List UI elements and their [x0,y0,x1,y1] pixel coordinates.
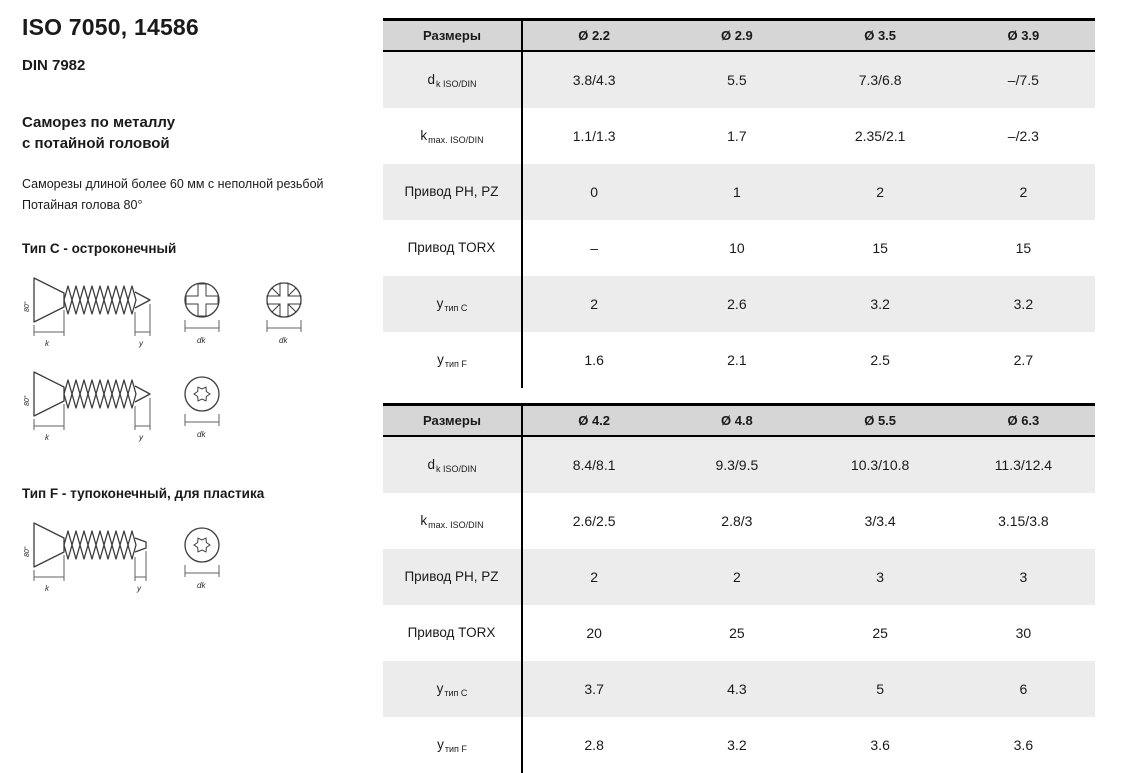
table-row-drive-torx [383,220,1095,276]
spec-cell: 2.1 [727,352,747,368]
spec-cell: 15 [872,240,888,256]
spec-cell: 3.8/4.3 [572,72,616,88]
spec-cell: 25 [729,625,745,641]
type-c-torx-drawing-icon [22,364,357,452]
table-row-drive-torx [383,605,1095,661]
spec-cell: 5 [876,681,885,697]
dim-dk-label: dk [279,336,288,346]
header-dimensions: Размеры [383,405,522,437]
product-heading-line2: с потайной головой [22,135,170,152]
spec-cell: 1 [732,184,741,200]
row-label: $у_{тип C}$ [383,276,522,332]
table-row-y-type-f [383,332,1095,388]
header-dimensions: Размеры [383,20,522,52]
table-row-drive-ph-pz [383,549,1095,605]
spec-cell: 0 [590,184,599,200]
spec-cell: 11.3/12.4 [994,457,1053,473]
spec-cell: 4.3 [727,681,747,697]
spec-cell: 3 [1019,569,1028,585]
spec-cell: 5.5 [727,72,747,88]
row-label: $d_{k ISO/DIN}$ [383,436,522,493]
spec-cell: 3.6 [1013,737,1034,753]
header-diameter: Ø 3.9 [952,20,1095,52]
spec-cell: –/7.5 [1007,72,1039,88]
spec-cell: 3.2 [727,737,747,753]
pozidriv-recess-icon [267,283,301,345]
row-label: $у_{тип F}$ [383,717,522,773]
angle-80-label: 80° [24,546,31,558]
table-row-kmax [383,108,1095,164]
table-row-y-type-f [383,717,1095,773]
spec-cell: 3.6 [870,737,890,753]
type-f-label: Тип F - тупоконечный, для пластика [22,486,265,502]
spec-cell: 7.3/6.8 [858,72,902,88]
spec-cell: 10 [729,240,745,256]
spec-cell: 2.8 [584,737,604,753]
spec-cell: 3.7 [584,681,604,697]
header-diameter: Ø 6.3 [952,405,1095,437]
spec-table-small-diameters [383,18,1095,388]
angle-80-label: 80° [24,301,31,313]
spec-cell: 3.2 [1013,296,1034,312]
table-row-dk [383,436,1095,493]
spec-cell: –/2.3 [1007,128,1039,144]
spec-cell: 25 [872,625,888,641]
table-header-row [383,20,1095,52]
dim-k-label: k [45,584,49,594]
spec-cell: 2 [876,184,885,200]
spec-cell: – [590,240,599,256]
spec-cell: 2.6/2.5 [572,513,616,529]
row-label: $у_{тип C}$ [383,661,522,717]
spec-cell: 2 [732,569,741,585]
product-heading [22,112,365,154]
page-title: ISO 7050, 14586 [22,14,199,40]
table-header-row [383,405,1095,437]
spec-cell: 2.5 [870,352,890,368]
row-label: $у_{тип F}$ [383,332,522,388]
dim-y-label: y [137,584,141,594]
type-c-label: Тип C - остроконечный [22,241,177,257]
table-row-drive-ph-pz [383,164,1095,220]
spec-cell: 3.15/3.8 [998,513,1049,529]
spec-cell: 2 [590,296,599,312]
dim-y-label: y [139,339,143,349]
spec-cell: 2.6 [727,296,747,312]
header-diameter: Ø 2.2 [522,20,665,52]
spec-cell: 9.3/9.5 [715,457,759,473]
angle-80-label: 80° [24,395,31,407]
table-row-y-type-c [383,276,1095,332]
spec-cell: 3/3.4 [864,513,896,529]
row-label: Привод TORX [383,605,522,661]
product-heading-line1: Саморез по металлу [22,114,176,131]
table-row-kmax [383,493,1095,549]
spec-table-large-diameters [383,403,1095,773]
torx-recess-icon [185,377,219,439]
header-diameter: Ø 5.5 [809,405,952,437]
header-diameter: Ø 2.9 [665,20,808,52]
row-label: Привод TORX [383,220,522,276]
phillips-recess-icon [185,283,219,345]
spec-cell: 2 [1019,184,1028,200]
row-label: $k_{max. ISO/DIN}$ [383,493,522,549]
right-panel [383,0,1133,753]
spec-cell: 1.1/1.3 [572,128,616,144]
spec-cell: 30 [1015,625,1032,641]
spec-cell: 3 [876,569,885,585]
dim-k-label: k [45,339,49,349]
dim-y-label: y [139,433,143,443]
table-row-dk [383,51,1095,108]
row-label: Привод PH, PZ [383,549,522,605]
type-f-screw-drawing-icon [22,515,357,607]
spec-cell: 8.4/8.1 [572,457,616,473]
description-line2: Потайная голова 80° [22,197,143,212]
row-label: Привод PH, PZ [383,164,522,220]
description-line1: Саморезы длиной более 60 мм с неполной резьбой [22,177,324,191]
spec-cell: 20 [586,625,602,641]
spec-cell: 1.7 [727,128,747,144]
dim-dk-label: dk [197,430,206,440]
row-label: $d_{k ISO/DIN}$ [383,51,522,108]
left-panel [0,0,383,753]
spec-cell: 2 [590,569,599,585]
spec-cell: 6 [1019,681,1028,697]
page-subtitle: DIN 7982 [22,57,86,74]
row-label: $k_{max. ISO/DIN}$ [383,108,522,164]
header-diameter: Ø 3.5 [809,20,952,52]
spec-cell: 15 [1015,240,1032,256]
product-description [22,174,365,215]
type-c-screw-drawing-icon [22,270,357,358]
spec-cell: 3.2 [870,296,890,312]
spec-cell: 10.3/10.8 [850,457,910,473]
header-diameter: Ø 4.8 [665,405,808,437]
dim-dk-label: dk [197,581,206,591]
spec-cell: 2.7 [1013,352,1034,368]
header-diameter: Ø 4.2 [522,405,665,437]
spec-cell: 2.35/2.1 [854,128,906,144]
spec-cell: 2.8/3 [721,513,753,529]
dim-k-label: k [45,433,49,443]
torx-recess-icon [185,528,219,590]
spec-cell: 1.6 [584,352,604,368]
table-row-y-type-c [383,661,1095,717]
dim-dk-label: dk [197,336,206,346]
